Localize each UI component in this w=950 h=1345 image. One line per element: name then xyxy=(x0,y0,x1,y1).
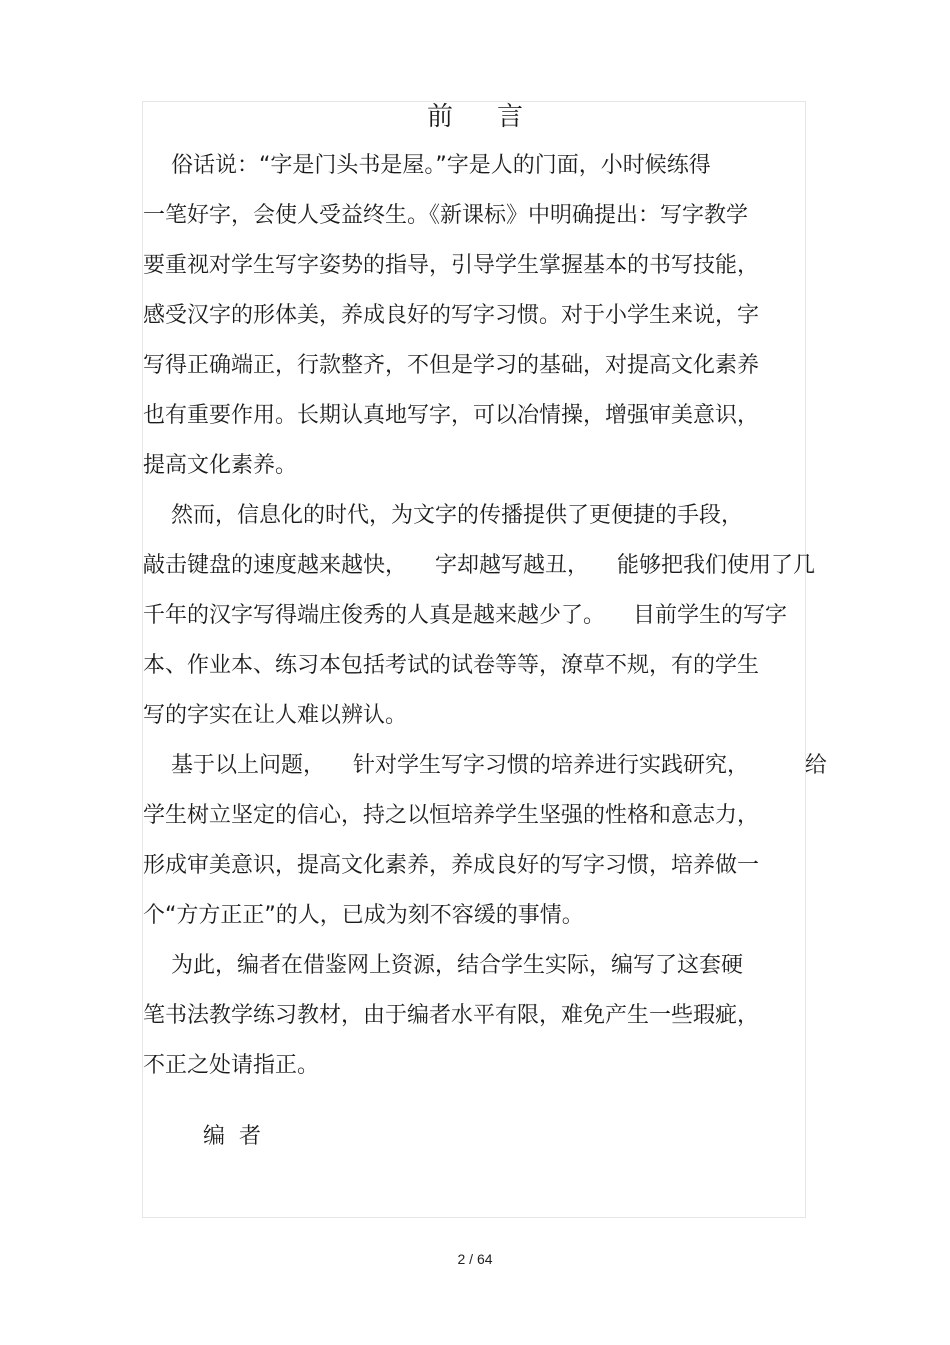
text-line: 学生树立坚定的信心，持之以恒培养学生坚强的性格和意志力， xyxy=(143,803,760,828)
text-line: 千年的汉字写得端庄俊秀的人真是越来越少了。 目前学生的写字 xyxy=(143,603,787,628)
text-line: 俗话说：“字是门头书是屋。”字是人的门面，小时候练得 xyxy=(143,153,711,178)
text-line: 写得正确端正，行款整齐，不但是学习的基础，对提高文化素养 xyxy=(143,353,760,378)
text-line: 要重视对学生写字姿势的指导，引导学生掌握基本的书写技能， xyxy=(143,253,760,278)
text-line: 一笔好字，会使人受益终生。《新课标》中明确提出：写字教学 xyxy=(143,203,749,228)
text-line: 本、作业本、练习本包括考试的试卷等等，潦草不规，有的学生 xyxy=(143,653,760,678)
page-title: 前言 xyxy=(426,102,567,132)
text-line: 笔书法教学练习教材，由于编者水平有限，难免产生一些瑕疵， xyxy=(143,1003,760,1028)
text-line: 基于以上问题， 针对学生写字习惯的培养进行实践研究， 给 xyxy=(143,753,827,778)
author-signature: 编 者 xyxy=(203,1124,261,1149)
text-line: 形成审美意识，提高文化素养，养成良好的写字习惯，培养做一 xyxy=(143,853,760,878)
text-line: 为此，编者在借鉴网上资源，结合学生实际，编写了这套硬 xyxy=(143,953,743,978)
text-line: 写的字实在让人难以辨认。 xyxy=(143,703,408,728)
text-line: 感受汉字的形体美，养成良好的写字习惯。对于小学生来说，字 xyxy=(143,303,760,328)
text-line: 也有重要作用。长期认真地写字，可以冶情操，增强审美意识， xyxy=(143,403,760,428)
text-line: 提高文化素养。 xyxy=(143,453,298,478)
text-line: 不正之处请指正。 xyxy=(143,1053,320,1078)
text-line: 敲击键盘的速度越来越快， 字却越写越丑， 能够把我们使用了几 xyxy=(143,553,815,578)
page-number: 2 / 64 xyxy=(457,1251,493,1267)
text-line: 个“方方正正”的人，已成为刻不容缓的事情。 xyxy=(143,903,584,928)
text-line: 然而，信息化的时代，为文字的传播提供了更便捷的手段， xyxy=(143,503,743,528)
